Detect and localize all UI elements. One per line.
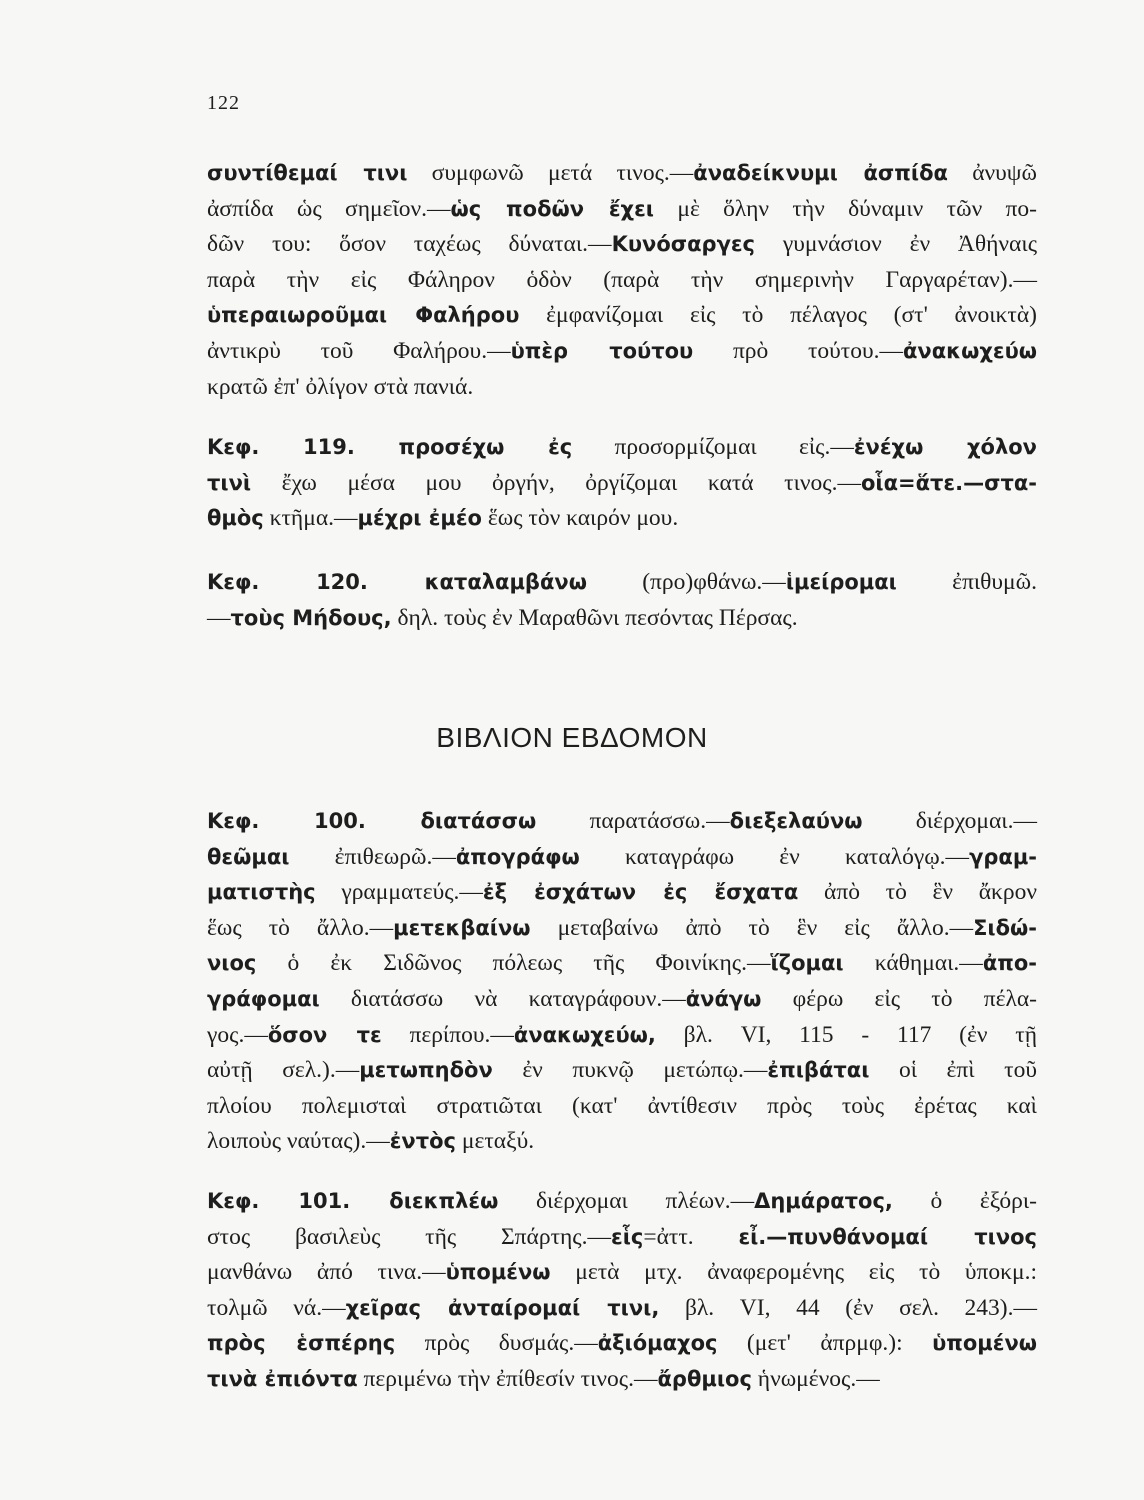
plain-text: ἀσπίδα ὡς σημεῖον.— — [207, 195, 451, 222]
text-line — [207, 804, 1037, 840]
plain-text: οἱ ἐπὶ τοῦ — [869, 1057, 1037, 1084]
bold-term: ὡς ποδῶν ἔχει — [450, 196, 654, 221]
bold-term: εἶ.—πυνθάνομαί τινος — [738, 1224, 1038, 1249]
plain-text: κάθημαι.— — [843, 950, 983, 977]
bold-term: γράφομαι — [207, 986, 320, 1011]
bold-term: ἱμείρομαι — [785, 570, 897, 594]
plain-text: διατάσσω νὰ καταγράφουν.— — [319, 985, 686, 1012]
plain-text: κτῆμα.— — [263, 505, 358, 532]
plain-text: φέρω εἰς τὸ πέλα- — [761, 985, 1038, 1012]
text-line — [207, 1220, 1037, 1256]
paragraph-kef-120 — [207, 565, 1037, 636]
text-line — [207, 911, 1037, 947]
bold-term: ἐνέχω χόλον — [853, 435, 1037, 459]
plain-text: ἀντικρὺ τοῦ Φαλήρου.— — [207, 337, 511, 364]
text-line — [207, 946, 1037, 982]
bold-term: ἀπογράφω — [455, 844, 580, 869]
plain-text: πρὸ τούτου.— — [693, 337, 903, 364]
bold-term: ἀξιόμαχος — [597, 1331, 718, 1356]
page-number: 122 — [207, 92, 240, 114]
text-line — [207, 192, 1037, 228]
bold-term: ἀνακωχεύω — [903, 338, 1037, 363]
plain-text: περιμένω τὴν ἐπίθεσίν τινος.— — [357, 1365, 658, 1392]
text-line — [207, 601, 1037, 637]
plain-text: πρὸς δυσμάς.— — [395, 1330, 598, 1357]
text-line — [207, 263, 1037, 299]
plain-text: προσορμίζομαι εἰς.— — [572, 434, 854, 460]
plain-text: ὁ ἐκ Σιδῶνος πόλεως τῆς Φοινίκης.— — [256, 950, 771, 977]
plain-text: διέρχομαι πλέων.— — [498, 1188, 755, 1214]
bold-term: τινὶ — [207, 470, 252, 495]
text-line — [207, 1362, 1037, 1398]
bold-term: οἷα=ἅτε.—στα- — [860, 470, 1037, 495]
bold-term: ὑπομένω — [445, 1260, 551, 1285]
bold-term: συντίθεμαί τινι — [207, 161, 408, 185]
plain-text: περίπου.— — [381, 1021, 514, 1048]
bold-term: νιος — [207, 951, 257, 976]
plain-text: (μετ' ἀπρμφ.): — [717, 1330, 933, 1357]
text-line — [207, 370, 1037, 406]
text-line — [207, 565, 1037, 601]
bold-term: θεῶμαι — [207, 844, 290, 869]
plain-text: μὲ ὅλην τὴν δύναμιν τῶν πο- — [653, 195, 1037, 222]
plain-text: παρὰ τὴν εἰς Φάληρον ὁδὸν (παρὰ τὴν σημερινὴν Γαργαρέταν).— — [207, 266, 1037, 293]
plain-text: ἀπὸ τὸ ἓν ἄκρον — [798, 879, 1037, 906]
bold-term: ματιστὴς — [207, 880, 316, 905]
plain-text: γυμνάσιον ἐν Ἀθήναις — [755, 231, 1037, 258]
text-line — [207, 840, 1037, 876]
plain-text: κρατῶ ἐπ' ὀλίγον στὰ πανιά. — [207, 373, 474, 400]
text-line — [207, 1053, 1037, 1089]
text-line — [207, 501, 1037, 537]
plain-text: πλοίου πολεμισταὶ στρατιῶται (κατ' ἀντίθεσιν πρὸς τοὺς ἐρέτας καὶ — [207, 1092, 1037, 1119]
plain-text: ἐπιθυμῶ. — [896, 569, 1037, 595]
paragraph-kef-100 — [207, 804, 1037, 1160]
bold-term: ὅσον τε — [267, 1022, 382, 1047]
plain-text: γραμματεύς.— — [315, 879, 483, 906]
text-line — [207, 1255, 1037, 1291]
bold-term: γραμ- — [969, 844, 1037, 869]
plain-text: ἐμφανίζομαι εἰς τὸ πέλαγος (στ' ἀνοικτὰ) — [519, 302, 1037, 329]
plain-text: ἀνυψῶ — [947, 160, 1037, 186]
bold-term: χεῖρας ἀνταίρομαί τινι, — [345, 1295, 660, 1320]
bold-term: διεξελαύνω — [729, 809, 863, 833]
text-line — [207, 875, 1037, 911]
bold-term: μέχρι ἐμέο — [357, 506, 482, 531]
bold-term: ἐντὸς — [389, 1129, 457, 1154]
bold-term: ἀνακωχεύω, — [513, 1022, 656, 1047]
bold-term: ἄρθμιος — [657, 1366, 752, 1391]
plain-text: συμφωνῶ μετά τινος.— — [407, 160, 694, 186]
plain-text: βλ. VI, 115 - 117 (ἐν τῇ — [655, 1021, 1037, 1048]
plain-text: παρατάσσω.— — [536, 808, 730, 834]
text-line — [207, 1184, 1037, 1220]
plain-text: μετὰ μτχ. ἀναφερομένης εἰς τὸ ὑποκμ.: — [550, 1259, 1037, 1286]
bold-term: ὑπεραιωροῦμαι Φαλήρου — [207, 303, 520, 328]
bold-term: Κεφ. 101. διεκπλέω — [207, 1189, 499, 1213]
text-line — [207, 1124, 1037, 1160]
text-line — [207, 466, 1037, 502]
plain-text: βλ. VI, 44 (ἐν σελ. 243).— — [659, 1294, 1038, 1321]
bold-term: Δημάρατος, — [754, 1189, 893, 1213]
bold-term: Κεφ. 119. προσέχω ἐς — [207, 435, 573, 459]
plain-text: ἔχω μέσα μου ὀργήν, ὀργίζομαι κατά τινος.— — [251, 469, 861, 496]
chapter-title: ΒΙΒΛΙΟΝ ΕΒΔΟΜΟΝ — [436, 722, 708, 753]
plain-text: αὐτῇ σελ.).— — [207, 1057, 360, 1084]
plain-text: μεταβαίνω ἀπὸ τὸ ἓν εἰς ἄλλο.— — [530, 914, 974, 941]
paragraph-kef-101 — [207, 1184, 1037, 1398]
paragraph-kef-119 — [207, 430, 1037, 537]
paragraph-intro — [207, 156, 1037, 405]
text-line — [207, 1326, 1037, 1362]
bold-term: τινὰ ἐπιόντα — [207, 1366, 358, 1391]
text-line — [207, 982, 1037, 1018]
text-line — [207, 1089, 1037, 1125]
bold-term: μετωπηδὸν — [359, 1058, 493, 1083]
bold-term: μετεκβαίνω — [393, 915, 531, 940]
text-line — [207, 298, 1037, 334]
plain-text: λοιποὺς ναύτας).— — [207, 1128, 390, 1155]
bold-term: ὑπὲρ τούτου — [510, 338, 694, 363]
plain-text: ὁ ἐξόρι- — [892, 1188, 1037, 1214]
plain-text: (προ)φθάνω.— — [586, 569, 786, 595]
plain-text: — — [207, 604, 231, 631]
bold-term: ἐπιβάται — [767, 1058, 870, 1083]
plain-text: ἡνωμένος.— — [751, 1365, 880, 1392]
plain-text: γος.— — [207, 1021, 268, 1048]
text-line — [207, 430, 1037, 466]
bold-term: Κεφ. 120. καταλαμβάνω — [207, 570, 587, 594]
plain-text: δηλ. τοὺς ἐν Μαραθῶνι πεσόντας Πέρσας. — [391, 604, 798, 631]
plain-text: διέρχομαι.— — [862, 808, 1037, 834]
bold-term: ἀναδείκνυμι ἀσπίδα — [693, 161, 948, 185]
bold-term: ἐξ ἐσχάτων ἐς ἔσχατα — [482, 880, 799, 905]
plain-text: ἕως τὸ ἄλλο.— — [207, 914, 394, 941]
bold-term: πρὸς ἑσπέρης — [207, 1331, 396, 1356]
bold-term: τοὺς Μήδους, — [230, 605, 392, 630]
bold-term: ὑπομένω — [932, 1331, 1037, 1356]
plain-text: στος βασιλεὺς τῆς Σπάρτης.— — [207, 1223, 611, 1250]
text-line — [207, 227, 1037, 263]
plain-text: ἐπιθεωρῶ.— — [289, 843, 456, 870]
bold-term: ἀνάγω — [685, 986, 762, 1011]
plain-text: δῶν του: ὅσον ταχέως δύναται.— — [207, 231, 612, 258]
bold-term: Κυνόσαργες — [611, 232, 756, 257]
plain-text: τολμῶ νά.— — [207, 1294, 346, 1321]
text-line — [207, 1018, 1037, 1054]
plain-text: μεταξύ. — [456, 1128, 535, 1155]
bold-term: ἀπο- — [982, 951, 1037, 976]
bold-term: Κεφ. 100. διατάσσω — [207, 809, 537, 833]
plain-text: καταγράφω ἐν καταλόγῳ.— — [579, 843, 970, 870]
plain-text: ἐν πυκνῷ μετώπῳ.— — [492, 1057, 768, 1084]
bold-term: εἷς — [611, 1224, 644, 1249]
plain-text: ἕως τὸν καιρόν μου. — [482, 505, 679, 532]
bold-term: θμὸς — [207, 506, 264, 531]
plain-text: μανθάνω ἀπό τινα.— — [207, 1259, 446, 1286]
plain-text: =ἀττ. — [643, 1223, 739, 1250]
text-line — [207, 334, 1037, 370]
text-line — [207, 156, 1037, 192]
text-line — [207, 1291, 1037, 1327]
bold-term: ἵζομαι — [770, 951, 844, 976]
bold-term: Σιδώ- — [973, 915, 1038, 940]
